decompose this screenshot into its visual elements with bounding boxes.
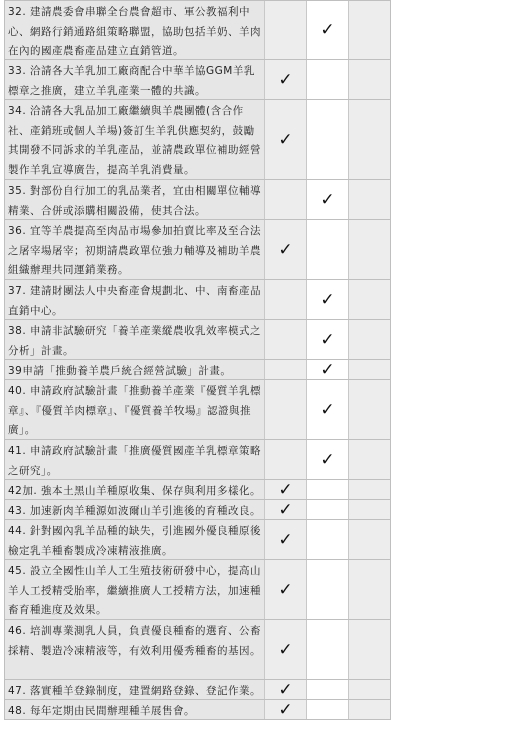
checkmark-icon: ✓ <box>278 639 293 660</box>
item-text: 33. 洽請各大羊乳加工廠商配合中華羊協GGM羊乳標章之推廣，建立羊乳產業一體的共識。 <box>5 60 264 99</box>
item-text: 42加. 強本土黑山羊種原收集、保存與利用多樣化。 <box>5 480 264 499</box>
check-cell-3 <box>348 440 390 479</box>
item-text: 47. 落實種羊登錄制度，建置網路登錄、登記作業。 <box>5 680 264 699</box>
check-cell-1 <box>264 700 306 719</box>
check-cell-3 <box>348 180 390 219</box>
check-cell-1 <box>264 480 306 499</box>
item-text: 39申請「推動養羊農戶統合經營試驗」計畫。 <box>5 360 264 379</box>
check-cell-2 <box>306 360 348 379</box>
check-cell-2 <box>306 100 348 179</box>
table-row <box>5 100 390 180</box>
check-cell-1 <box>264 60 306 99</box>
item-text: 32. 建請農委會串聯全台農會超市、軍公教福利中心、網路行銷通路組策略聯盟，協助包括羊奶、羊肉在內的國產農畜產品建立直銷管道。 <box>5 1 264 59</box>
item-text: 40. 申請政府試驗計畫「推動養羊產業『優質羊乳標章』、『優質羊肉標章』、『優質養羊牧場』認證與推廣」。 <box>5 380 264 439</box>
checkmark-icon: ✓ <box>278 579 293 600</box>
item-text: 36. 宜等羊農提高至肉品市場參加拍賣比率及至合法之屠宰場屠宰；初期請農政單位強力輔導及補助羊農組織辦理共同運銷業務。 <box>5 220 264 279</box>
check-cell-3 <box>348 280 390 319</box>
check-cell-2 <box>306 280 348 319</box>
checkmark-icon: ✓ <box>278 129 293 150</box>
item-text: 35. 對部份自行加工的乳品業者，宜由相關單位輔導精業、合併或添購相關設備，使其合法。 <box>5 180 264 219</box>
checkmark-icon: ✓ <box>278 679 293 700</box>
checkmark-icon: ✓ <box>320 20 335 40</box>
checkmark-icon: ✓ <box>320 189 335 210</box>
table-row <box>5 560 390 620</box>
check-cell-1 <box>264 360 306 379</box>
check-cell-2 <box>306 220 348 279</box>
table-row <box>5 180 390 220</box>
check-cell-1 <box>264 520 306 559</box>
checkmark-icon: ✓ <box>320 359 335 380</box>
item-text: 48. 每年定期由民間辦理種羊展售會。 <box>5 700 264 719</box>
check-cell-3 <box>348 220 390 279</box>
checkmark-icon: ✓ <box>278 69 293 90</box>
table-row <box>5 380 390 440</box>
check-cell-3 <box>348 1 390 59</box>
check-cell-1 <box>264 220 306 279</box>
check-cell-1 <box>264 100 306 179</box>
item-text: 44. 針對國內乳羊品種的缺失，引進國外優良種原後檢定乳羊種畜製成冷凍精液推廣。 <box>5 520 264 559</box>
table-row <box>5 480 390 500</box>
table-row <box>5 700 390 720</box>
check-cell-3 <box>348 620 390 679</box>
check-cell-2 <box>306 520 348 559</box>
table-row <box>5 0 390 60</box>
check-cell-2 <box>306 380 348 439</box>
check-cell-2 <box>306 320 348 359</box>
check-cell-2 <box>306 620 348 679</box>
check-cell-3 <box>348 60 390 99</box>
checkmark-icon: ✓ <box>278 529 293 550</box>
check-cell-2 <box>306 500 348 519</box>
check-cell-2 <box>306 700 348 719</box>
check-cell-1 <box>264 620 306 679</box>
table-row <box>5 320 390 360</box>
check-cell-1 <box>264 560 306 619</box>
table-row <box>5 620 390 680</box>
item-text: 43. 加速新肉羊種源如波爾山羊引進後的育種改良。 <box>5 500 264 519</box>
table-row <box>5 60 390 100</box>
check-cell-1 <box>264 1 306 59</box>
item-text: 37. 建請財團法人中央畜產會規劃北、中、南畜產品直銷中心。 <box>5 280 264 319</box>
table-row <box>5 280 390 320</box>
check-cell-3 <box>348 680 390 699</box>
check-cell-1 <box>264 500 306 519</box>
check-cell-3 <box>348 700 390 719</box>
check-cell-1 <box>264 180 306 219</box>
check-cell-2 <box>306 440 348 479</box>
check-cell-2 <box>306 180 348 219</box>
check-cell-2 <box>306 1 348 59</box>
item-text: 34. 洽請各大乳品加工廠繼續與羊農團體(含合作社、產銷班或個人羊場)簽訂生羊乳供應契約，鼓勵其開發不同訴求的羊乳產品，並請農政單位補助經營製作羊乳宣導廣告，提高羊乳消費量。 <box>5 100 264 179</box>
check-cell-1 <box>264 440 306 479</box>
item-text: 38. 申請非試驗研究「養羊產業縱農收乳效率模式之分析」計畫。 <box>5 320 264 359</box>
action-items-table <box>4 0 391 720</box>
table-row <box>5 360 390 380</box>
checkmark-icon: ✓ <box>278 479 293 500</box>
check-cell-1 <box>264 320 306 359</box>
check-cell-3 <box>348 320 390 359</box>
check-cell-3 <box>348 100 390 179</box>
check-cell-2 <box>306 480 348 499</box>
check-cell-3 <box>348 520 390 559</box>
item-text: 41. 申請政府試驗計畫「推廣優質國產羊乳標章策略之研究」。 <box>5 440 264 479</box>
item-text: 46. 培訓專業測乳人員，負責優良種畜的選育、公畜採精、製造冷凍精液等，有效利用優秀種畜的基因。 <box>5 620 264 679</box>
check-cell-2 <box>306 60 348 99</box>
table-row <box>5 220 390 280</box>
check-cell-1 <box>264 380 306 439</box>
check-cell-3 <box>348 380 390 439</box>
check-cell-1 <box>264 280 306 319</box>
check-cell-2 <box>306 560 348 619</box>
checkmark-icon: ✓ <box>278 499 293 520</box>
checkmark-icon: ✓ <box>320 329 335 350</box>
checkmark-icon: ✓ <box>278 239 293 260</box>
check-cell-3 <box>348 560 390 619</box>
check-cell-3 <box>348 480 390 499</box>
checkmark-icon: ✓ <box>320 399 335 420</box>
table-row <box>5 440 390 480</box>
table-row <box>5 680 390 700</box>
item-text: 45. 設立全國性山羊人工生殖技術研發中心，提高山羊人工授精受胎率，繼續推廣人工授精方法，加速種畜育種進度及效果。 <box>5 560 264 619</box>
check-cell-1 <box>264 680 306 699</box>
table-row <box>5 520 390 560</box>
check-cell-2 <box>306 680 348 699</box>
checkmark-icon: ✓ <box>278 699 293 720</box>
check-cell-3 <box>348 500 390 519</box>
table-row <box>5 500 390 520</box>
checkmark-icon: ✓ <box>320 289 335 310</box>
checkmark-icon: ✓ <box>320 449 335 470</box>
check-cell-3 <box>348 360 390 379</box>
